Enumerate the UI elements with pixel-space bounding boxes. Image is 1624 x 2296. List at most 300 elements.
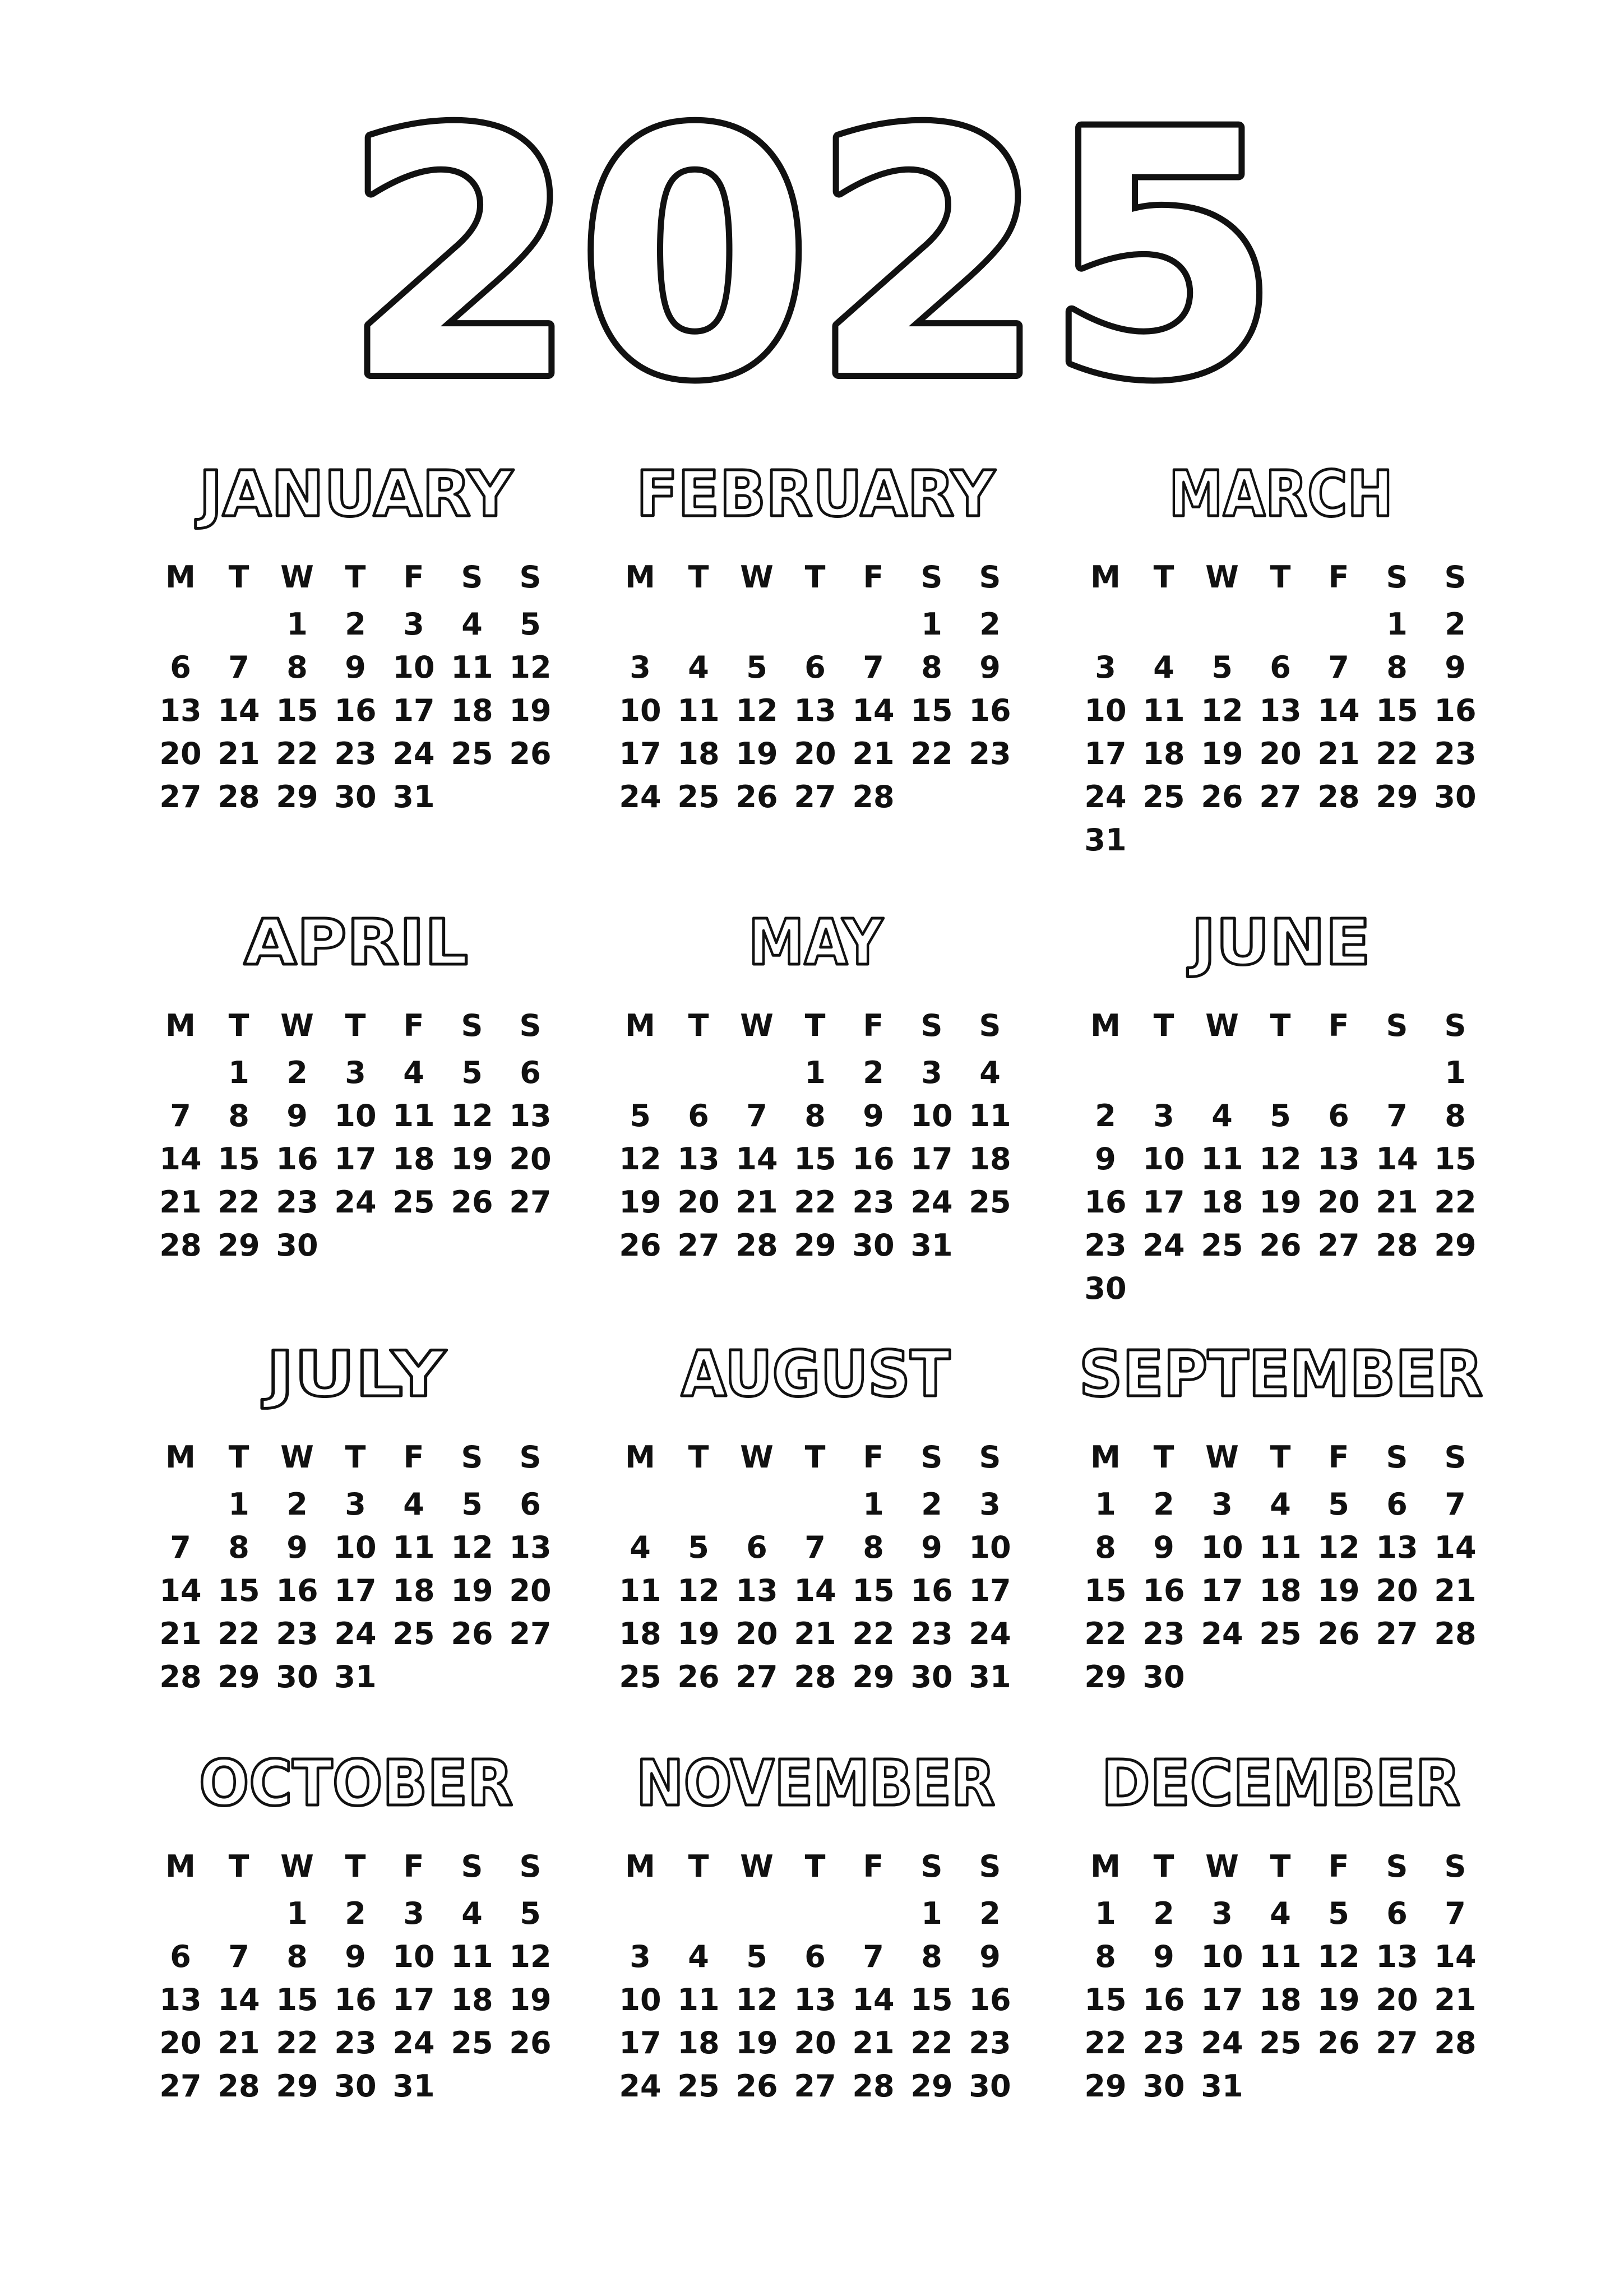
day-number: 25: [619, 1659, 661, 1695]
empty-cell: [151, 1892, 210, 1935]
day-number: 18: [1201, 1184, 1243, 1220]
weekday-label: M: [625, 1008, 655, 1043]
weekday-header: [151, 1003, 600, 1048]
day-number: 14: [159, 1141, 202, 1177]
day-number: 10: [334, 1530, 377, 1565]
day-number: 21: [852, 736, 895, 771]
day-grid: [151, 603, 600, 818]
day-number: 3: [1153, 1098, 1174, 1133]
day-number: 11: [392, 1530, 435, 1565]
weekday-label: S: [1386, 559, 1408, 595]
day-number: 24: [1142, 1228, 1185, 1263]
day-number: 28: [1376, 1228, 1418, 1263]
day-number: 31: [1084, 822, 1127, 858]
day-number: 1: [228, 1487, 249, 1522]
day-number: 21: [735, 1184, 778, 1220]
weekday-label: F: [1328, 1849, 1349, 1884]
day-number: 6: [688, 1098, 709, 1133]
weekday-header: [151, 1844, 600, 1889]
weekday-label: S: [461, 1849, 483, 1884]
weekday-label: S: [519, 1439, 542, 1475]
day-number: 19: [1259, 1184, 1302, 1220]
day-number: 19: [619, 1184, 661, 1220]
weekday-label: S: [1444, 1008, 1466, 1043]
day-number: 19: [509, 693, 552, 728]
day-number: 15: [794, 1141, 836, 1177]
day-number: 9: [286, 1530, 308, 1565]
year-title: [0, 50, 1624, 420]
day-number: 1: [1095, 1487, 1116, 1522]
day-number: 22: [1084, 2025, 1127, 2061]
day-number: 24: [334, 1616, 377, 1651]
day-number: 29: [1084, 2068, 1127, 2104]
day-number: 15: [1376, 693, 1418, 728]
empty-cell: [611, 1892, 669, 1935]
day-number: 1: [921, 1896, 942, 1931]
weekday-label: F: [1328, 1439, 1349, 1475]
day-number: 17: [619, 2025, 661, 2061]
day-number: 22: [276, 2025, 318, 2061]
day-number: 24: [910, 1184, 953, 1220]
weekday-label: S: [461, 559, 483, 595]
day-number: 20: [159, 736, 202, 771]
day-number: 25: [677, 779, 720, 814]
month-title: [1076, 897, 1525, 981]
day-number: 23: [334, 2025, 377, 2061]
day-number: 13: [1317, 1141, 1360, 1177]
day-number: 26: [735, 779, 778, 814]
day-number: 31: [334, 1659, 377, 1695]
day-number: 18: [619, 1616, 661, 1651]
day-number: 10: [1142, 1141, 1185, 1177]
day-number: 14: [159, 1573, 202, 1608]
day-number: 26: [509, 2025, 552, 2061]
day-number: 25: [1201, 1228, 1243, 1263]
day-number: 20: [1259, 736, 1302, 771]
day-number: 28: [159, 1228, 202, 1263]
day-number: 8: [1386, 650, 1408, 685]
day-number: 5: [1328, 1487, 1349, 1522]
day-number: 16: [334, 1982, 377, 2017]
month-name: JANUARY: [195, 458, 514, 531]
day-number: 28: [218, 779, 260, 814]
day-number: 6: [520, 1487, 541, 1522]
day-number: 16: [276, 1141, 318, 1177]
day-number: 18: [451, 1982, 493, 2017]
weekday-label: T: [1270, 559, 1291, 595]
day-number: 4: [1270, 1487, 1291, 1522]
day-number: 14: [218, 693, 260, 728]
day-number: 1: [228, 1055, 249, 1090]
day-number: 2: [1153, 1487, 1174, 1522]
day-number: 21: [1376, 1184, 1418, 1220]
month-title: [611, 897, 1059, 981]
day-number: 7: [1386, 1098, 1408, 1133]
day-number: 8: [286, 650, 308, 685]
weekday-label: S: [1444, 559, 1466, 595]
day-number: 7: [228, 1939, 249, 1974]
empty-cell: [728, 1483, 786, 1526]
day-number: 30: [910, 1659, 953, 1695]
day-number: 23: [1142, 1616, 1185, 1651]
day-number: 6: [746, 1530, 767, 1565]
day-grid: [1076, 1483, 1525, 1698]
weekday-header: [611, 1844, 1059, 1889]
weekday-label: W: [1205, 1008, 1239, 1043]
day-number: 3: [345, 1487, 366, 1522]
weekday-label: F: [863, 1849, 884, 1884]
weekday-label: T: [228, 1439, 249, 1475]
empty-cell: [151, 1051, 210, 1094]
day-number: 12: [509, 1939, 552, 1974]
day-number: 24: [392, 2025, 435, 2061]
day-number: 22: [910, 2025, 953, 2061]
day-number: 5: [1211, 650, 1233, 685]
weekday-label: S: [979, 1008, 1001, 1043]
day-grid: [611, 1051, 1059, 1267]
weekday-label: F: [403, 1849, 424, 1884]
day-number: 10: [1201, 1530, 1243, 1565]
day-number: 8: [286, 1939, 308, 1974]
day-number: 17: [392, 693, 435, 728]
empty-cell: [1310, 603, 1368, 646]
day-number: 21: [1434, 1573, 1477, 1608]
day-number: 16: [969, 693, 1011, 728]
day-number: 26: [735, 2068, 778, 2104]
day-number: 3: [403, 607, 424, 642]
day-number: 18: [451, 693, 493, 728]
day-number: 11: [1142, 693, 1185, 728]
day-number: 7: [228, 650, 249, 685]
day-grid: [611, 603, 1059, 818]
day-number: 30: [276, 1228, 318, 1263]
day-number: 14: [218, 1982, 260, 2017]
weekday-label: T: [228, 559, 249, 595]
day-grid: [1076, 1051, 1525, 1310]
day-number: 15: [276, 693, 318, 728]
day-number: 18: [392, 1141, 435, 1177]
day-number: 13: [1376, 1939, 1418, 1974]
day-number: 17: [1142, 1184, 1185, 1220]
weekday-label: F: [403, 1439, 424, 1475]
weekday-header: [611, 1435, 1059, 1480]
day-grid: [151, 1483, 600, 1698]
day-number: 5: [746, 1939, 767, 1974]
weekday-label: W: [740, 1439, 774, 1475]
empty-cell: [611, 1483, 669, 1526]
empty-cell: [1135, 1051, 1193, 1094]
day-number: 19: [451, 1141, 493, 1177]
day-number: 21: [852, 2025, 895, 2061]
day-grid: [151, 1051, 600, 1267]
day-number: 6: [1270, 650, 1291, 685]
weekday-label: M: [1090, 559, 1121, 595]
day-number: 23: [276, 1184, 318, 1220]
day-number: 24: [619, 779, 661, 814]
month-title: [151, 897, 600, 981]
day-number: 8: [921, 650, 942, 685]
day-number: 15: [852, 1573, 895, 1608]
day-number: 1: [804, 1055, 826, 1090]
day-number: 25: [1142, 779, 1185, 814]
day-number: 10: [334, 1098, 377, 1133]
day-number: 11: [1201, 1141, 1243, 1177]
day-number: 29: [1434, 1228, 1477, 1263]
empty-cell: [728, 603, 786, 646]
day-number: 16: [276, 1573, 318, 1608]
month-name: MAY: [748, 906, 884, 979]
day-number: 5: [461, 1487, 483, 1522]
empty-cell: [1076, 603, 1135, 646]
day-number: 23: [969, 736, 1011, 771]
weekday-label: T: [1153, 1849, 1174, 1884]
day-number: 31: [392, 2068, 435, 2104]
day-number: 29: [910, 2068, 953, 2104]
day-number: 7: [863, 1939, 884, 1974]
day-number: 12: [1201, 693, 1243, 728]
day-number: 23: [969, 2025, 1011, 2061]
day-number: 4: [688, 650, 709, 685]
weekday-label: F: [1328, 1008, 1349, 1043]
day-number: 24: [619, 2068, 661, 2104]
day-number: 11: [677, 693, 720, 728]
day-number: 22: [218, 1184, 260, 1220]
day-number: 3: [630, 1939, 651, 1974]
day-number: 6: [1386, 1487, 1408, 1522]
day-number: 10: [619, 1982, 661, 2017]
day-number: 18: [1142, 736, 1185, 771]
weekday-label: S: [920, 559, 943, 595]
empty-cell: [669, 1051, 728, 1094]
day-number: 25: [451, 2025, 493, 2061]
day-number: 22: [852, 1616, 895, 1651]
month-title: [611, 448, 1059, 533]
day-number: 12: [509, 650, 552, 685]
weekday-label: T: [688, 1439, 709, 1475]
day-number: 1: [921, 607, 942, 642]
empty-cell: [151, 1483, 210, 1526]
day-number: 6: [804, 650, 826, 685]
empty-cell: [844, 603, 903, 646]
day-number: 11: [969, 1098, 1011, 1133]
day-number: 18: [1259, 1573, 1302, 1608]
day-number: 28: [735, 1228, 778, 1263]
day-number: 16: [1142, 1573, 1185, 1608]
day-number: 10: [619, 693, 661, 728]
empty-cell: [1368, 1051, 1426, 1094]
day-number: 27: [794, 2068, 836, 2104]
day-number: 1: [1445, 1055, 1466, 1090]
day-number: 31: [910, 1228, 953, 1263]
day-number: 23: [334, 736, 377, 771]
day-number: 20: [509, 1141, 552, 1177]
day-number: 13: [1259, 693, 1302, 728]
day-number: 17: [334, 1573, 377, 1608]
day-grid: [151, 1892, 600, 2108]
month-name: APRIL: [244, 906, 468, 979]
day-number: 31: [969, 1659, 1011, 1695]
day-number: 8: [863, 1530, 884, 1565]
day-number: 23: [910, 1616, 953, 1651]
day-number: 7: [1445, 1487, 1466, 1522]
weekday-label: F: [863, 559, 884, 595]
day-number: 5: [630, 1098, 651, 1133]
day-number: 3: [921, 1055, 942, 1090]
day-number: 25: [392, 1184, 435, 1220]
day-number: 4: [688, 1939, 709, 1974]
day-number: 6: [804, 1939, 826, 1974]
day-number: 13: [794, 693, 836, 728]
day-number: 22: [794, 1184, 836, 1220]
weekday-label: S: [461, 1008, 483, 1043]
day-number: 3: [1211, 1487, 1233, 1522]
day-number: 7: [863, 650, 884, 685]
day-number: 15: [1434, 1141, 1477, 1177]
day-number: 29: [276, 779, 318, 814]
month-name: OCTOBER: [199, 1747, 513, 1820]
day-number: 3: [345, 1055, 366, 1090]
day-number: 25: [392, 1616, 435, 1651]
day-number: 24: [1201, 2025, 1243, 2061]
weekday-label: W: [1205, 1439, 1239, 1475]
day-number: 23: [1434, 736, 1477, 771]
day-number: 13: [735, 1573, 778, 1608]
day-number: 26: [619, 1228, 661, 1263]
day-number: 6: [1328, 1098, 1349, 1133]
day-number: 6: [1386, 1896, 1408, 1931]
day-number: 30: [1434, 779, 1477, 814]
month-name: FEBRUARY: [636, 458, 996, 531]
weekday-label: S: [979, 1439, 1001, 1475]
day-number: 28: [1434, 2025, 1477, 2061]
weekday-header: [1076, 1003, 1525, 1048]
weekday-label: S: [920, 1439, 943, 1475]
day-number: 7: [1328, 650, 1349, 685]
weekday-label: T: [1153, 1439, 1174, 1475]
day-number: 30: [1084, 1271, 1127, 1306]
day-number: 24: [392, 736, 435, 771]
day-number: 22: [276, 736, 318, 771]
day-number: 26: [509, 736, 552, 771]
day-number: 28: [852, 779, 895, 814]
day-number: 26: [1201, 779, 1243, 814]
day-number: 28: [852, 2068, 895, 2104]
weekday-label: T: [1153, 559, 1174, 595]
day-number: 22: [910, 736, 953, 771]
day-number: 16: [1084, 1184, 1127, 1220]
day-number: 5: [1328, 1896, 1349, 1931]
weekday-label: S: [1444, 1439, 1466, 1475]
month-title: [151, 1328, 600, 1413]
day-number: 20: [1317, 1184, 1360, 1220]
day-number: 14: [1434, 1530, 1477, 1565]
weekday-label: T: [688, 1849, 709, 1884]
day-number: 2: [921, 1487, 942, 1522]
day-number: 5: [688, 1530, 709, 1565]
day-number: 22: [1434, 1184, 1477, 1220]
day-number: 1: [286, 607, 308, 642]
weekday-label: M: [165, 1008, 196, 1043]
weekday-label: F: [1328, 559, 1349, 595]
weekday-label: T: [688, 1008, 709, 1043]
day-number: 30: [969, 2068, 1011, 2104]
weekday-label: S: [519, 559, 542, 595]
day-number: 30: [1142, 2068, 1185, 2104]
day-number: 27: [735, 1659, 778, 1695]
day-number: 21: [1434, 1982, 1477, 2017]
day-number: 10: [910, 1098, 953, 1133]
day-number: 29: [1376, 779, 1418, 814]
day-number: 9: [1445, 650, 1466, 685]
day-number: 7: [170, 1530, 191, 1565]
day-number: 13: [794, 1982, 836, 2017]
day-number: 9: [1153, 1530, 1174, 1565]
day-number: 25: [969, 1184, 1011, 1220]
day-number: 11: [619, 1573, 661, 1608]
day-number: 2: [1153, 1896, 1174, 1931]
day-number: 13: [159, 693, 202, 728]
day-number: 12: [735, 693, 778, 728]
day-number: 16: [969, 1982, 1011, 2017]
day-number: 4: [403, 1487, 424, 1522]
day-number: 11: [392, 1098, 435, 1133]
day-number: 30: [1142, 1659, 1185, 1695]
day-number: 5: [461, 1055, 483, 1090]
day-number: 13: [1376, 1530, 1418, 1565]
day-number: 26: [451, 1616, 493, 1651]
empty-cell: [151, 603, 210, 646]
month-name: NOVEMBER: [636, 1747, 995, 1820]
day-number: 12: [677, 1573, 720, 1608]
empty-cell: [786, 603, 844, 646]
day-number: 18: [677, 736, 720, 771]
empty-cell: [1251, 603, 1310, 646]
day-number: 24: [969, 1616, 1011, 1651]
weekday-label: T: [1270, 1849, 1291, 1884]
day-number: 24: [1084, 779, 1127, 814]
weekday-label: F: [403, 559, 424, 595]
weekday-label: M: [625, 559, 655, 595]
day-number: 1: [863, 1487, 884, 1522]
day-number: 2: [1095, 1098, 1116, 1133]
day-number: 3: [630, 650, 651, 685]
day-number: 19: [1317, 1573, 1360, 1608]
day-number: 14: [1376, 1141, 1418, 1177]
empty-cell: [1076, 1051, 1135, 1094]
day-number: 8: [921, 1939, 942, 1974]
weekday-label: T: [1270, 1439, 1291, 1475]
day-number: 8: [228, 1530, 249, 1565]
weekday-label: M: [1090, 1849, 1121, 1884]
weekday-label: T: [804, 1439, 826, 1475]
weekday-label: T: [345, 1849, 366, 1884]
day-number: 4: [403, 1055, 424, 1090]
day-number: 22: [218, 1616, 260, 1651]
day-number: 21: [218, 2025, 260, 2061]
day-number: 30: [334, 779, 377, 814]
weekday-label: T: [1153, 1008, 1174, 1043]
month-name: AUGUST: [681, 1338, 950, 1411]
day-number: 9: [1153, 1939, 1174, 1974]
day-number: 10: [392, 650, 435, 685]
day-number: 9: [286, 1098, 308, 1133]
day-number: 22: [1084, 1616, 1127, 1651]
weekday-label: W: [1205, 559, 1239, 595]
day-number: 6: [520, 1055, 541, 1090]
day-number: 13: [159, 1982, 202, 2017]
weekday-label: M: [1090, 1439, 1121, 1475]
weekday-label: M: [1090, 1008, 1121, 1043]
